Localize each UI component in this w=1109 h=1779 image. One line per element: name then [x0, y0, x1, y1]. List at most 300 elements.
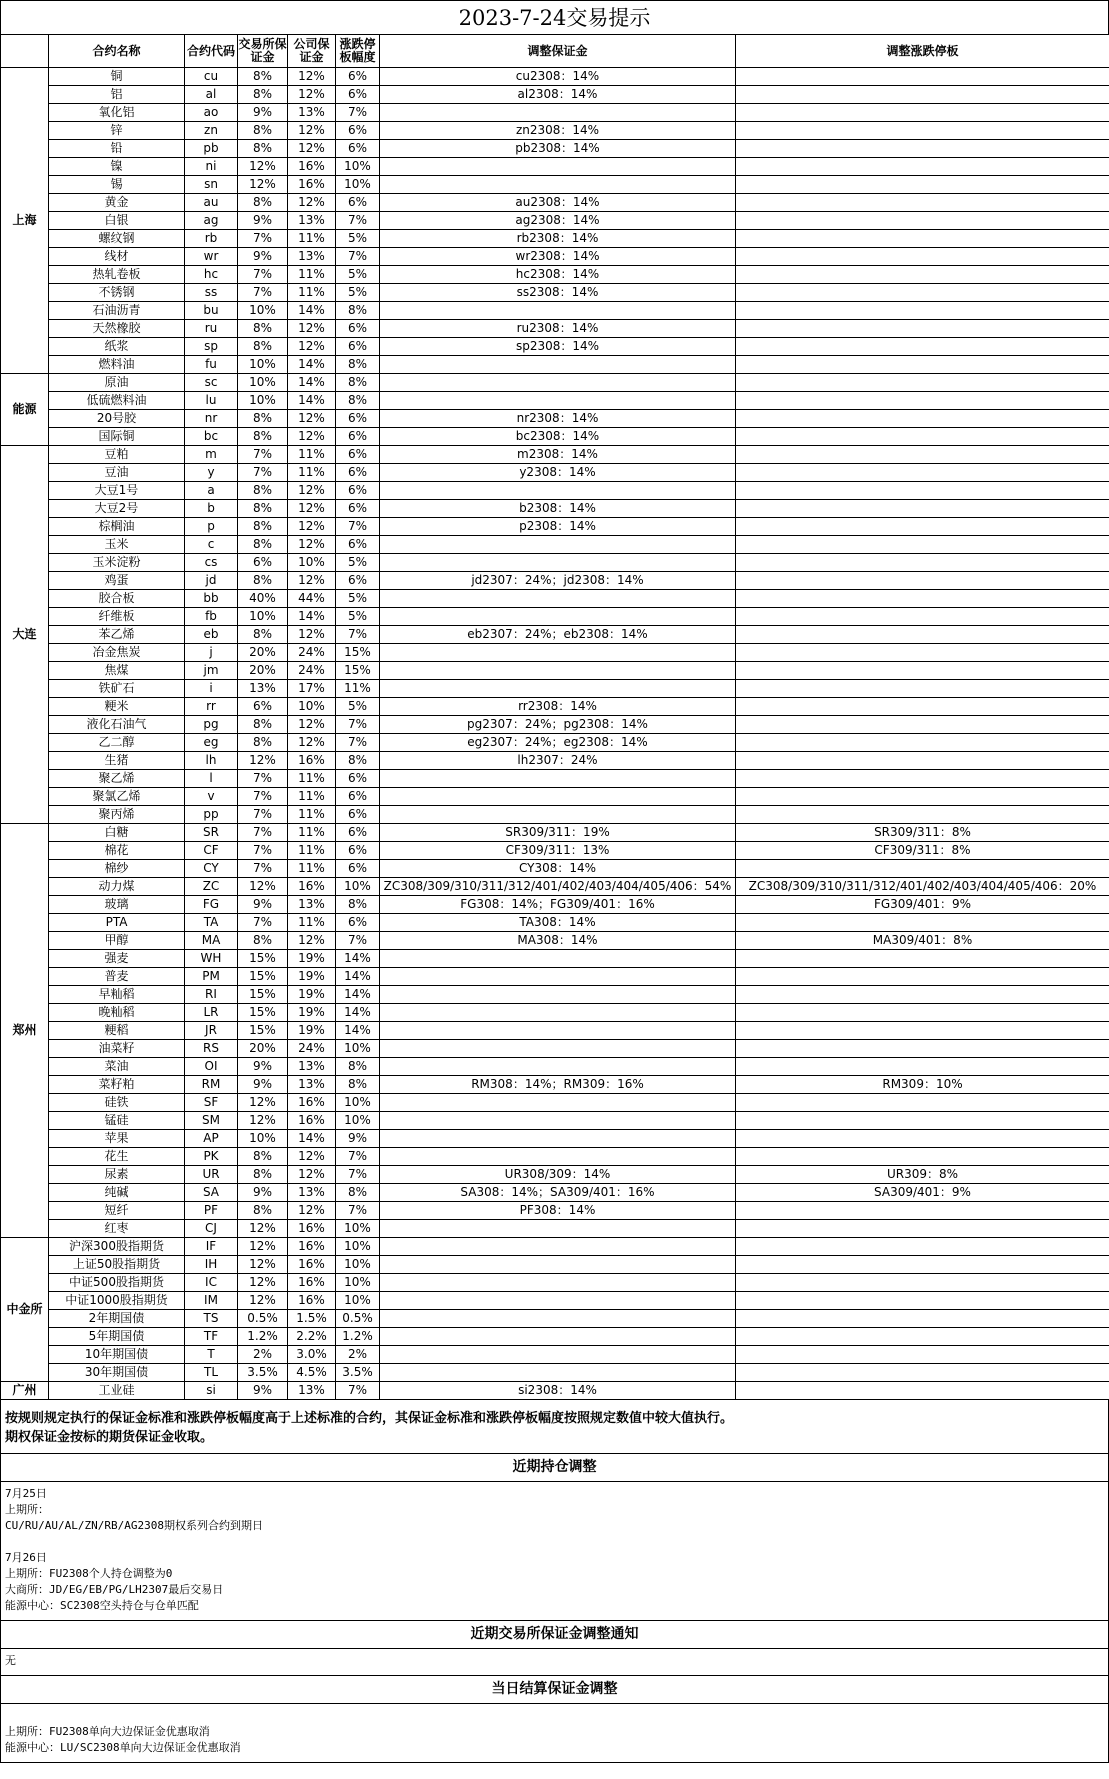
section-line: 无: [5, 1654, 16, 1667]
cell-exchange-margin: 13%: [238, 680, 288, 698]
cell-exchange-margin: 15%: [238, 1022, 288, 1040]
table-row: [1, 752, 1109, 770]
cell-company-margin: 16%: [288, 1292, 336, 1310]
cell-contract-name: 粳稻: [49, 1022, 185, 1040]
table-row: [1, 410, 1109, 428]
cell-contract-name: 白银: [49, 212, 185, 230]
cell-adjusted-limit: [736, 626, 1109, 644]
cell-limit-range: 10%: [336, 1292, 380, 1310]
cell-company-margin: 12%: [288, 194, 336, 212]
cell-limit-range: 15%: [336, 662, 380, 680]
cell-contract-name: 苯乙烯: [49, 626, 185, 644]
cell-contract-name: 燃料油: [49, 356, 185, 374]
cell-contract-code: MA: [185, 932, 238, 950]
cell-adjusted-margin: si2308：14%: [380, 1382, 736, 1400]
table-row: [1, 338, 1109, 356]
cell-exchange-margin: 9%: [238, 1076, 288, 1094]
note-line: 按规则规定执行的保证金标准和涨跌停板幅度高于上述标准的合约，其保证金标准和涨跌停板幅度按照规定数值中较大值执行。: [5, 1411, 734, 1426]
cell-contract-code: jm: [185, 662, 238, 680]
table-row: [1, 1382, 1109, 1400]
cell-limit-range: 8%: [336, 1076, 380, 1094]
cell-contract-name: 5年期国债: [49, 1328, 185, 1346]
cell-contract-code: cu: [185, 68, 238, 86]
cell-adjusted-margin: [380, 1238, 736, 1256]
table-row: [1, 878, 1109, 896]
cell-adjusted-limit: [736, 338, 1109, 356]
cell-company-margin: 11%: [288, 914, 336, 932]
cell-contract-code: TF: [185, 1328, 238, 1346]
cell-exchange-margin: 7%: [238, 842, 288, 860]
table-row: [1, 860, 1109, 878]
cell-adjusted-margin: rr2308：14%: [380, 698, 736, 716]
cell-adjusted-margin: [380, 392, 736, 410]
cell-adjusted-limit: [736, 1274, 1109, 1292]
region-label: 能源: [1, 374, 49, 446]
cell-exchange-margin: 15%: [238, 1004, 288, 1022]
cell-exchange-margin: 12%: [238, 1256, 288, 1274]
cell-exchange-margin: 7%: [238, 806, 288, 824]
table-row: [1, 896, 1109, 914]
cell-exchange-margin: 12%: [238, 1292, 288, 1310]
table-row: [1, 626, 1109, 644]
cell-company-margin: 16%: [288, 752, 336, 770]
cell-adjusted-limit: [736, 212, 1109, 230]
cell-company-margin: 12%: [288, 572, 336, 590]
cell-contract-code: IC: [185, 1274, 238, 1292]
cell-limit-range: 6%: [336, 320, 380, 338]
table-row: [1, 518, 1109, 536]
cell-limit-range: 7%: [336, 1202, 380, 1220]
cell-limit-range: 10%: [336, 1094, 380, 1112]
table-row: [1, 644, 1109, 662]
table-row: [1, 1094, 1109, 1112]
cell-contract-code: TS: [185, 1310, 238, 1328]
table-row: [1, 320, 1109, 338]
header-exchange-margin: 交易所保证金: [238, 35, 288, 68]
cell-exchange-margin: 10%: [238, 608, 288, 626]
table-row: [1, 1256, 1109, 1274]
cell-limit-range: 10%: [336, 158, 380, 176]
cell-company-margin: 11%: [288, 464, 336, 482]
table-row: [1, 806, 1109, 824]
cell-exchange-margin: 12%: [238, 1220, 288, 1238]
cell-exchange-margin: 10%: [238, 1130, 288, 1148]
cell-company-margin: 13%: [288, 1058, 336, 1076]
header-region: [1, 35, 49, 68]
cell-contract-code: TA: [185, 914, 238, 932]
cell-company-margin: 12%: [288, 86, 336, 104]
table-row: [1, 1220, 1109, 1238]
cell-adjusted-margin: [380, 1148, 736, 1166]
cell-limit-range: 2%: [336, 1346, 380, 1364]
cell-contract-code: IM: [185, 1292, 238, 1310]
cell-limit-range: 11%: [336, 680, 380, 698]
header-company-margin: 公司保证金: [288, 35, 336, 68]
cell-adjusted-margin: ru2308：14%: [380, 320, 736, 338]
cell-contract-name: 氧化铝: [49, 104, 185, 122]
cell-adjusted-limit: [736, 122, 1109, 140]
cell-contract-code: ru: [185, 320, 238, 338]
table-row: [1, 950, 1109, 968]
cell-contract-name: 普麦: [49, 968, 185, 986]
cell-adjusted-limit: [736, 302, 1109, 320]
cell-exchange-margin: 9%: [238, 212, 288, 230]
cell-adjusted-margin: [380, 1220, 736, 1238]
section-body: [0, 1704, 1109, 1763]
cell-exchange-margin: 8%: [238, 140, 288, 158]
cell-contract-name: 线材: [49, 248, 185, 266]
cell-contract-name: 中证500股指期货: [49, 1274, 185, 1292]
cell-adjusted-margin: MA308：14%: [380, 932, 736, 950]
cell-adjusted-limit: [736, 158, 1109, 176]
cell-limit-range: 5%: [336, 284, 380, 302]
cell-contract-name: 热轧卷板: [49, 266, 185, 284]
cell-adjusted-limit: [736, 1220, 1109, 1238]
cell-adjusted-margin: [380, 374, 736, 392]
cell-limit-range: 6%: [336, 806, 380, 824]
cell-contract-name: 早籼稻: [49, 986, 185, 1004]
table-row: [1, 932, 1109, 950]
cell-company-margin: 13%: [288, 1184, 336, 1202]
cell-adjusted-margin: rb2308：14%: [380, 230, 736, 248]
cell-limit-range: 6%: [336, 464, 380, 482]
cell-adjusted-margin: [380, 968, 736, 986]
table-row: [1, 446, 1109, 464]
cell-exchange-margin: 0.5%: [238, 1310, 288, 1328]
cell-contract-code: eg: [185, 734, 238, 752]
table-row: [1, 266, 1109, 284]
cell-adjusted-limit: [736, 806, 1109, 824]
cell-company-margin: 16%: [288, 878, 336, 896]
cell-contract-code: FG: [185, 896, 238, 914]
table-row: [1, 230, 1109, 248]
cell-adjusted-margin: ss2308：14%: [380, 284, 736, 302]
table-row: [1, 986, 1109, 1004]
cell-exchange-margin: 10%: [238, 302, 288, 320]
cell-adjusted-limit: [736, 968, 1109, 986]
cell-exchange-margin: 8%: [238, 932, 288, 950]
cell-company-margin: 19%: [288, 1022, 336, 1040]
cell-adjusted-limit: [736, 1328, 1109, 1346]
section-title: 近期交易所保证金调整通知: [0, 1621, 1109, 1649]
cell-adjusted-margin: cu2308：14%: [380, 68, 736, 86]
cell-contract-code: T: [185, 1346, 238, 1364]
cell-limit-range: 10%: [336, 176, 380, 194]
cell-limit-range: 7%: [336, 1148, 380, 1166]
cell-company-margin: 14%: [288, 608, 336, 626]
cell-exchange-margin: 9%: [238, 1382, 288, 1400]
cell-contract-code: pp: [185, 806, 238, 824]
cell-contract-code: OI: [185, 1058, 238, 1076]
cell-limit-range: 15%: [336, 644, 380, 662]
table-row: [1, 482, 1109, 500]
table-row: [1, 788, 1109, 806]
cell-limit-range: 10%: [336, 878, 380, 896]
cell-company-margin: 16%: [288, 1112, 336, 1130]
cell-contract-code: cs: [185, 554, 238, 572]
cell-contract-name: 强麦: [49, 950, 185, 968]
cell-limit-range: 5%: [336, 230, 380, 248]
table-row: [1, 1328, 1109, 1346]
section-title: 当日结算保证金调整: [0, 1676, 1109, 1704]
cell-adjusted-margin: [380, 176, 736, 194]
cell-contract-name: 甲醇: [49, 932, 185, 950]
cell-adjusted-margin: [380, 1058, 736, 1076]
cell-company-margin: 12%: [288, 716, 336, 734]
cell-contract-code: y: [185, 464, 238, 482]
cell-adjusted-margin: [380, 986, 736, 1004]
cell-adjusted-limit: SA309/401：9%: [736, 1184, 1109, 1202]
cell-limit-range: 5%: [336, 266, 380, 284]
cell-exchange-margin: 12%: [238, 752, 288, 770]
cell-contract-name: 硅铁: [49, 1094, 185, 1112]
header-adjusted-limit: 调整涨跌停板: [736, 35, 1109, 68]
note-line: 期权保证金按标的期货保证金收取。: [5, 1430, 214, 1445]
cell-limit-range: 6%: [336, 572, 380, 590]
cell-company-margin: 44%: [288, 590, 336, 608]
cell-limit-range: 6%: [336, 194, 380, 212]
table-row: [1, 1274, 1109, 1292]
cell-contract-code: lu: [185, 392, 238, 410]
cell-adjusted-margin: [380, 680, 736, 698]
cell-exchange-margin: 2%: [238, 1346, 288, 1364]
cell-limit-range: 6%: [336, 824, 380, 842]
region-label: 郑州: [1, 824, 49, 1238]
cell-company-margin: 19%: [288, 968, 336, 986]
cell-adjusted-limit: [736, 1094, 1109, 1112]
cell-company-margin: 24%: [288, 662, 336, 680]
cell-adjusted-limit: [736, 320, 1109, 338]
cell-limit-range: 3.5%: [336, 1364, 380, 1382]
cell-company-margin: 12%: [288, 410, 336, 428]
section-line: 上期所：: [5, 1503, 49, 1516]
cell-adjusted-margin: jd2307：24%；jd2308：14%: [380, 572, 736, 590]
cell-adjusted-margin: y2308：14%: [380, 464, 736, 482]
cell-company-margin: 19%: [288, 986, 336, 1004]
table-row: [1, 302, 1109, 320]
cell-company-margin: 13%: [288, 896, 336, 914]
cell-company-margin: 12%: [288, 428, 336, 446]
cell-limit-range: 0.5%: [336, 1310, 380, 1328]
cell-adjusted-limit: [736, 608, 1109, 626]
cell-adjusted-limit: [736, 680, 1109, 698]
cell-adjusted-margin: [380, 608, 736, 626]
cell-company-margin: 13%: [288, 248, 336, 266]
cell-contract-name: 铅: [49, 140, 185, 158]
cell-adjusted-limit: [736, 1310, 1109, 1328]
cell-adjusted-limit: [736, 536, 1109, 554]
cell-exchange-margin: 8%: [238, 482, 288, 500]
table-row: [1, 122, 1109, 140]
table-row: [1, 536, 1109, 554]
cell-limit-range: 1.2%: [336, 1328, 380, 1346]
cell-limit-range: 7%: [336, 932, 380, 950]
cell-exchange-margin: 12%: [238, 1112, 288, 1130]
section-line: 上期所：FU2308个人持仓调整为0: [5, 1567, 173, 1580]
cell-exchange-margin: 7%: [238, 266, 288, 284]
cell-exchange-margin: 8%: [238, 86, 288, 104]
cell-exchange-margin: 20%: [238, 644, 288, 662]
cell-adjusted-margin: [380, 1130, 736, 1148]
cell-contract-code: PF: [185, 1202, 238, 1220]
cell-company-margin: 4.5%: [288, 1364, 336, 1382]
table-row: [1, 194, 1109, 212]
cell-limit-range: 6%: [336, 410, 380, 428]
cell-adjusted-limit: [736, 734, 1109, 752]
region-label: 广州: [1, 1382, 49, 1400]
cell-contract-code: TL: [185, 1364, 238, 1382]
cell-adjusted-limit: [736, 1058, 1109, 1076]
table-row: [1, 158, 1109, 176]
cell-contract-name: 尿素: [49, 1166, 185, 1184]
cell-company-margin: 12%: [288, 68, 336, 86]
cell-contract-code: sp: [185, 338, 238, 356]
cell-adjusted-margin: wr2308：14%: [380, 248, 736, 266]
cell-adjusted-limit: [736, 1004, 1109, 1022]
cell-adjusted-margin: SA308：14%；SA309/401：16%: [380, 1184, 736, 1202]
cell-adjusted-limit: [736, 662, 1109, 680]
cell-contract-name: 铜: [49, 68, 185, 86]
cell-company-margin: 16%: [288, 158, 336, 176]
cell-adjusted-margin: RM308：14%；RM309：16%: [380, 1076, 736, 1094]
section-line: CU/RU/AU/AL/ZN/RB/AG2308期权系列合约到期日: [5, 1519, 263, 1532]
cell-company-margin: 14%: [288, 392, 336, 410]
cell-exchange-margin: 9%: [238, 1184, 288, 1202]
cell-contract-name: 焦煤: [49, 662, 185, 680]
cell-exchange-margin: 7%: [238, 788, 288, 806]
cell-exchange-margin: 7%: [238, 230, 288, 248]
cell-exchange-margin: 8%: [238, 338, 288, 356]
cell-contract-code: IF: [185, 1238, 238, 1256]
cell-adjusted-margin: [380, 356, 736, 374]
table-row: [1, 428, 1109, 446]
cell-adjusted-margin: al2308：14%: [380, 86, 736, 104]
cell-company-margin: 10%: [288, 698, 336, 716]
cell-contract-name: 国际铜: [49, 428, 185, 446]
cell-contract-name: 玉米: [49, 536, 185, 554]
cell-company-margin: 16%: [288, 1220, 336, 1238]
cell-exchange-margin: 8%: [238, 1166, 288, 1184]
cell-contract-code: SM: [185, 1112, 238, 1130]
cell-company-margin: 13%: [288, 104, 336, 122]
cell-contract-name: 冶金焦炭: [49, 644, 185, 662]
cell-adjusted-margin: [380, 1004, 736, 1022]
cell-adjusted-limit: [736, 86, 1109, 104]
cell-contract-name: 镍: [49, 158, 185, 176]
cell-adjusted-margin: [380, 770, 736, 788]
cell-adjusted-limit: SR309/311：8%: [736, 824, 1109, 842]
cell-contract-code: AP: [185, 1130, 238, 1148]
cell-contract-name: 玉米淀粉: [49, 554, 185, 572]
section-line: 大商所：JD/EG/EB/PG/LH2307最后交易日: [5, 1583, 224, 1596]
cell-adjusted-limit: [736, 140, 1109, 158]
cell-contract-name: 中证1000股指期货: [49, 1292, 185, 1310]
cell-adjusted-limit: [736, 1238, 1109, 1256]
cell-limit-range: 6%: [336, 770, 380, 788]
cell-contract-name: 铝: [49, 86, 185, 104]
cell-adjusted-limit: [736, 266, 1109, 284]
cell-company-margin: 10%: [288, 554, 336, 572]
cell-adjusted-margin: [380, 104, 736, 122]
cell-exchange-margin: 10%: [238, 356, 288, 374]
cell-contract-name: 聚乙烯: [49, 770, 185, 788]
cell-company-margin: 14%: [288, 374, 336, 392]
table-row: [1, 1310, 1109, 1328]
cell-exchange-margin: 7%: [238, 464, 288, 482]
cell-adjusted-limit: [736, 68, 1109, 86]
cell-contract-name: 低硫燃料油: [49, 392, 185, 410]
cell-adjusted-limit: [736, 410, 1109, 428]
cell-adjusted-limit: [736, 428, 1109, 446]
cell-contract-name: 石油沥青: [49, 302, 185, 320]
cell-exchange-margin: 7%: [238, 284, 288, 302]
cell-contract-code: jd: [185, 572, 238, 590]
table-row: [1, 968, 1109, 986]
cell-exchange-margin: 6%: [238, 554, 288, 572]
table-row: [1, 680, 1109, 698]
cell-contract-code: b: [185, 500, 238, 518]
cell-adjusted-margin: [380, 1112, 736, 1130]
cell-adjusted-margin: [380, 806, 736, 824]
cell-contract-name: 粳米: [49, 698, 185, 716]
cell-limit-range: 6%: [336, 122, 380, 140]
cell-contract-name: 天然橡胶: [49, 320, 185, 338]
cell-contract-code: LR: [185, 1004, 238, 1022]
cell-exchange-margin: 8%: [238, 572, 288, 590]
cell-company-margin: 12%: [288, 626, 336, 644]
cell-contract-name: 大豆2号: [49, 500, 185, 518]
cell-adjusted-limit: [736, 986, 1109, 1004]
cell-adjusted-margin: nr2308：14%: [380, 410, 736, 428]
cell-exchange-margin: 8%: [238, 626, 288, 644]
cell-contract-name: 红枣: [49, 1220, 185, 1238]
cell-contract-code: c: [185, 536, 238, 554]
cell-adjusted-limit: FG309/401：9%: [736, 896, 1109, 914]
cell-contract-code: al: [185, 86, 238, 104]
cell-adjusted-limit: [736, 104, 1109, 122]
cell-adjusted-limit: UR309：8%: [736, 1166, 1109, 1184]
cell-adjusted-limit: [736, 1130, 1109, 1148]
cell-exchange-margin: 7%: [238, 914, 288, 932]
cell-contract-name: 棉纱: [49, 860, 185, 878]
cell-contract-code: WH: [185, 950, 238, 968]
cell-limit-range: 10%: [336, 1256, 380, 1274]
cell-exchange-margin: 40%: [238, 590, 288, 608]
cell-company-margin: 11%: [288, 230, 336, 248]
table-row: [1, 1166, 1109, 1184]
table-row: [1, 1058, 1109, 1076]
cell-exchange-margin: 15%: [238, 968, 288, 986]
cell-contract-name: 纸浆: [49, 338, 185, 356]
cell-adjusted-limit: RM309：10%: [736, 1076, 1109, 1094]
cell-limit-range: 8%: [336, 356, 380, 374]
cell-contract-code: JR: [185, 1022, 238, 1040]
cell-limit-range: 7%: [336, 518, 380, 536]
cell-limit-range: 6%: [336, 500, 380, 518]
section-line: 能源中心：LU/SC2308单向大边保证金优惠取消: [5, 1741, 241, 1754]
table-row: [1, 662, 1109, 680]
cell-company-margin: 11%: [288, 284, 336, 302]
cell-contract-name: 聚氯乙烯: [49, 788, 185, 806]
cell-contract-code: ag: [185, 212, 238, 230]
cell-company-margin: 16%: [288, 1256, 336, 1274]
cell-contract-code: si: [185, 1382, 238, 1400]
cell-company-margin: 12%: [288, 122, 336, 140]
section-line: 7月25日: [5, 1487, 47, 1500]
cell-contract-code: IH: [185, 1256, 238, 1274]
cell-limit-range: 14%: [336, 950, 380, 968]
cell-adjusted-margin: ZC308/309/310/311/312/401/402/403/404/405/406：54%: [380, 878, 736, 896]
